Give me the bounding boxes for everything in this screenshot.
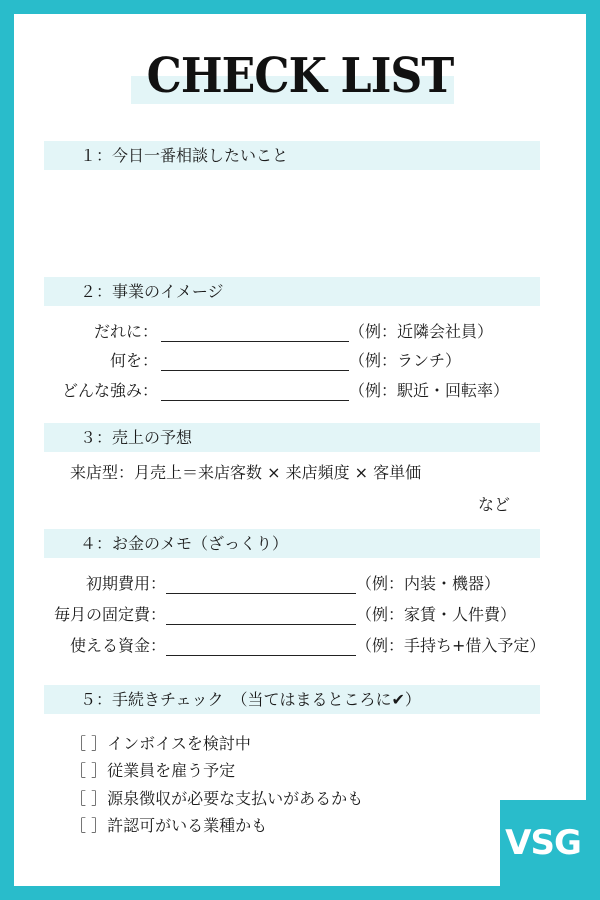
row-label: 何を： <box>109 351 158 370</box>
money-row-initial <box>0 571 600 597</box>
blank-line[interactable] <box>161 370 349 371</box>
business-row-who <box>0 319 600 345</box>
row-label: だれに： <box>93 322 158 341</box>
business-row-strength <box>0 378 600 404</box>
sales-formula: 来店型：月売上＝来店客数 × 来店頻度 × 客単価 <box>70 463 422 482</box>
blank-line[interactable] <box>166 593 356 594</box>
row-example: （例：内装・機器） <box>356 574 501 593</box>
row-example: （例：ランチ） <box>349 351 462 370</box>
blank-line[interactable] <box>166 624 356 625</box>
section-1-heading: １：今日一番相談したいこと <box>44 141 540 170</box>
blank-line[interactable] <box>166 655 356 656</box>
checklist-item[interactable]: ［ ］インボイスを検討中 <box>70 734 251 753</box>
blank-line[interactable] <box>161 400 349 401</box>
row-label: 使える資金： <box>69 636 166 655</box>
business-row-what <box>0 348 600 374</box>
row-label: どんな強み： <box>61 381 158 400</box>
vsg-logo: VSG <box>500 800 586 886</box>
page-title: CHECK LIST <box>146 48 454 104</box>
row-example: （例：手持ち+借入予定） <box>356 636 546 655</box>
checklist-item[interactable]: ［ ］従業員を雇う予定 <box>70 761 236 780</box>
row-label: 毎月の固定費： <box>53 605 166 624</box>
row-label: 初期費用： <box>85 574 166 593</box>
section-3-heading: ３：売上の予想 <box>44 423 540 452</box>
sales-formula-etc: など <box>478 495 511 514</box>
row-example: （例：家賃・人件費） <box>356 605 517 624</box>
checklist-item[interactable]: ［ ］源泉徴収が必要な支払いがあるかも <box>70 789 364 808</box>
checklist-item[interactable]: ［ ］許認可がいる業種かも <box>70 816 268 835</box>
title-block <box>0 46 600 110</box>
section-5-heading: ５：手続きチェック （当てはまるところに✔） <box>44 685 540 714</box>
section-4-heading: ４：お金のメモ（ざっくり） <box>44 529 540 558</box>
money-row-funds <box>0 633 600 659</box>
money-row-fixed <box>0 602 600 628</box>
section-2-heading: ２：事業のイメージ <box>44 277 540 306</box>
blank-line[interactable] <box>161 341 349 342</box>
row-example: （例：駅近・回転率） <box>349 381 510 400</box>
row-example: （例：近隣会社員） <box>349 322 494 341</box>
